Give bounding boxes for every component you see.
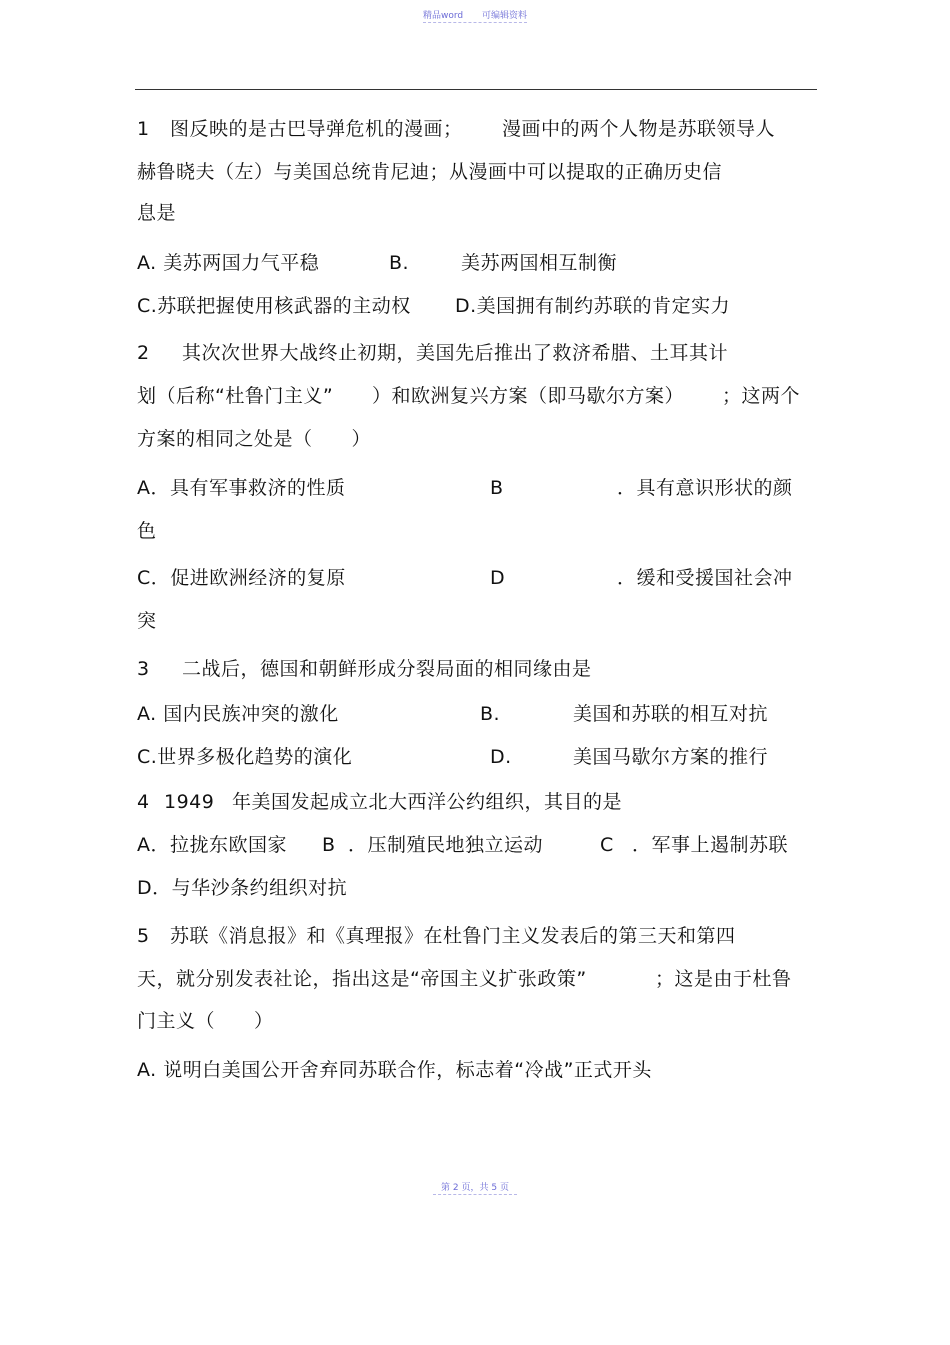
q5-number: 5	[137, 925, 150, 947]
q1-option-c: C.苏联把握使用核武器的主动权	[137, 295, 411, 317]
q3-option-a: A. 国内民族冲突的激化	[137, 703, 339, 725]
q2-number: 2	[137, 342, 150, 364]
q4-option-d: D．与华沙条约组织对抗	[137, 877, 348, 899]
q5-line2b: ；这是由于杜鲁	[655, 968, 792, 990]
q4-option-c-key: C	[600, 834, 614, 856]
q1-option-b: 美苏两国相互制衡	[461, 252, 618, 274]
q4-option-c: ．军事上遏制苏联	[632, 834, 789, 856]
q4-option-b-key: B	[322, 834, 336, 856]
q3-option-c: C.世界多极化趋势的演化	[137, 746, 353, 768]
page-footer: 第 2 页，共 5 页	[441, 1183, 509, 1193]
q2-option-d: ．缓和受援国社会冲	[617, 567, 793, 589]
q3-number: 3	[137, 658, 150, 680]
q3-line1: 二战后，德国和朝鲜形成分裂局面的相同缘由是	[182, 658, 592, 680]
q2-line2b: ）和欧洲复兴方案（即马歇尔方案）	[372, 385, 685, 407]
q2-option-b: ．具有意识形状的颜	[617, 477, 793, 499]
q1-option-a: A. 美苏两国力气平稳	[137, 252, 320, 274]
q3-option-d: 美国马歇尔方案的推行	[573, 746, 769, 768]
q3-option-b-key: B.	[480, 703, 501, 725]
q1-option-b-key: B.	[389, 252, 410, 274]
header-left-text: 精品word	[422, 11, 464, 21]
q1-option-d: D.美国拥有制约苏联的肯定实力	[455, 295, 731, 317]
q1-line1b: 漫画中的两个人物是苏联领导人	[502, 118, 776, 140]
q4-option-b: ．压制殖民地独立运动	[348, 834, 544, 856]
q4-number: 4	[137, 791, 150, 813]
q2-option-c: C．促进欧洲经济的复原	[137, 567, 346, 589]
q1-line1a: 图反映的是古巴导弹危机的漫画；	[170, 118, 463, 140]
q1-number: 1	[137, 118, 150, 140]
q2-option-d-key: D	[490, 567, 506, 589]
q3-option-d-key: D.	[490, 746, 512, 768]
q5-option-a: A. 说明白美国公开舍弃同苏联合作，标志着“冷战”正式开头	[137, 1059, 652, 1081]
q4-year: 1949	[164, 791, 215, 813]
page-header	[0, 8, 950, 21]
q2-line2c: ；这两个	[722, 385, 801, 407]
q2-line3: 方案的相同之处是（ ）	[137, 428, 372, 450]
top-rule	[135, 89, 817, 90]
q2-option-b-wrap: 色	[137, 520, 157, 542]
q5-line2a: 天，就分别发表社论，指出这是“帝国主义扩张政策”	[137, 968, 587, 990]
q5-line3: 门主义（ ）	[137, 1010, 274, 1032]
q4-option-a: A．拉拢东欧国家	[137, 834, 287, 856]
header-right-text: 可编辑资料	[481, 11, 527, 21]
footer-divider	[433, 1194, 517, 1195]
q5-line1: 苏联《消息报》和《真理报》在杜鲁门主义发表后的第三天和第四	[170, 925, 736, 947]
q2-line2a: 划（后称“杜鲁门主义”	[137, 385, 334, 407]
q4-line1: 年美国发起成立北大西洋公约组织，其目的是	[232, 791, 623, 813]
q1-line2: 赫鲁晓夫（左）与美国总统肯尼迪；从漫画中可以提取的正确历史信	[137, 161, 723, 183]
q3-option-b: 美国和苏联的相互对抗	[573, 703, 769, 725]
q2-option-b-key: B	[490, 477, 504, 499]
q1-line3: 息是	[137, 202, 177, 224]
header-divider	[423, 22, 527, 23]
q2-option-a: A．具有军事救济的性质	[137, 477, 346, 499]
q2-line1: 其次次世界大战终止初期，美国先后推出了救济希腊、土耳其计	[182, 342, 729, 364]
q2-option-d-wrap: 突	[137, 610, 157, 632]
